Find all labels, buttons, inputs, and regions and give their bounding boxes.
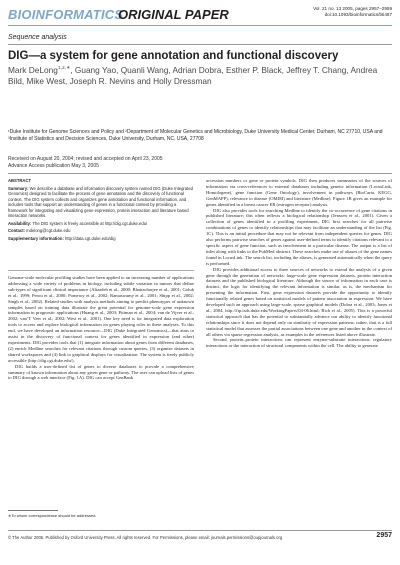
advance-access: Advance Access publication May 3, 2005 <box>8 162 99 169</box>
received-date: Received on August 20, 2004; revised and accepted on April 23, 2005 <box>8 156 163 162</box>
paper-type: ORIGINAL PAPER <box>118 7 229 22</box>
paper-title: DIG—a system for gene annotation and functional discovery <box>8 50 339 62</box>
first-author-affil: 1,2,∗ <box>57 65 71 72</box>
availability-text[interactable]: The DIG system is freely accessible at http://dig.cgt.duke.edu/ <box>32 220 148 226</box>
author-list <box>8 65 388 86</box>
footnote-rule <box>8 510 58 511</box>
contact-head: Contact: <box>8 228 25 233</box>
body-paragraph: Second, protein–protein interactions can represent enzyme-substrate interactions, regulatory interactions or the interaction of structural components within the cell. The ability to generate <box>206 337 392 349</box>
footer-rule <box>8 530 392 531</box>
abstract-block <box>8 178 194 243</box>
right-column-body <box>206 178 392 349</box>
header-rule <box>8 25 392 26</box>
contact-email[interactable]: mdelong@cgt.duke.edu <box>26 228 71 233</box>
section-label: Sequence analysis <box>8 34 67 41</box>
article-dates <box>8 156 308 169</box>
left-column-body <box>8 275 194 381</box>
affiliations: ¹Duke Institute for Genome Sciences and Policy and ²Department of Molecular Genetics and Microbiology, Duke University Medical Center, Durham, NC 27710, USA and ³Institute of Statistics and Decision Sciences, Duke University, Durham, NC, USA, 27708 <box>8 129 383 142</box>
body-paragraph: DIG also provides tools for searching Medline to identify the co-occurrence of gene citations in published literature; this often reflects a biological relationship (Jenssen et al., 2001). Given a collection of genes identified in a profiling experiment, DIG first searches for all pairwise combinations of genes to identify relationships that may facilitate an understanding of the list (Fig. 1C). This is an initial procedure that may not be relevant from independent queries for genes. DIG also performs pairwise searches of genes against user-defined terms to identify citations relevant to a specific aspect of gene function, such as involvement in a particular disease. The output is a list of titles along with links to the PubMed abstract. These searches make use of aliases of the gene names found in LocusLink. The search list, including the aliases, is generated automatically when the query is performed. <box>206 207 392 266</box>
abstract-label: ABSTRACT <box>8 178 32 183</box>
dates-rule <box>8 173 392 174</box>
supp-link[interactable]: http://data.cgt.duke.edu/dig <box>65 235 116 241</box>
journal-name: BIOINFORMATICS <box>8 7 124 22</box>
page-number: 2957 <box>376 532 392 539</box>
availability-head: Availability: <box>8 220 32 226</box>
volume-info <box>313 6 392 18</box>
other-authors: , Guang Yao, Quanli Wang, Adrian Dobra, Esther P. Black, Jeffrey T. Chang, Andrea Bild, Mike West, Joseph R. Nevins and Holly Dressman <box>8 65 378 86</box>
supp-head: Supplementary information: <box>8 235 64 241</box>
summary-head: Summary: <box>8 185 29 191</box>
footnote: ∗To whom correspondence should be addressed. <box>8 513 97 518</box>
summary-text: We describe a database and information discovery system named DIG (Duke Integrated Genomics) designed to facilitate the process of gene annotation and the discovery of functional context. The DIG system collects and organizes gene annotation and functional information, and includes tools that support an understanding of genes in a functional context by providing a framework for integrating and visualizing gene expression, protein interaction and literature based interaction networks. <box>8 185 193 218</box>
section-rule <box>8 44 392 45</box>
volume-line: Vol. 21 no. 13 2005, pages 2957–2959 <box>313 6 392 11</box>
body-paragraph: accession numbers or gene or protein symbols. DIG then produces summaries of the sources of information via cross-references to external databases including genetic information (LocusLink, Homologene), gene function (Gene Ontology), involvement in pathways (BioCarta, KEGG, GenMAPP), relevance to disease (OMIM) and literature (Medline). Figure 1B gives an example for genes identified in a breast cancer ER (estrogen receptor) analysis. <box>206 178 392 207</box>
body-paragraph: Genome-scale molecular profiling studies have been applied to an increasing number of applications addressing a wide variety of problems in biology, including subtle variation in tumors that define sub-types of significant clinical importance (Alizadeh et al., 2000; Bhattacharjee et al., 2001; Golub et al., 1999; Perou et al., 2000; Pomeroy et al., 2002; Ramaswamy et al., 2001; Shipp et al., 2002; Singh et al., 2002). Related studies with analysis methods aiming to predict phenotypes of unknown samples based on training data illustrate the great potential for genome-scale gene expression information in prognostic applications (Huang et al., 2003; Pittman et al., 2004; van de Vijver et al., 2002; van’T Veer et al., 2002; West et al., 2001). One key need is for integrated data exploration tools to access and explore biological information on genes playing roles in these analyses. To this end, we have developed an information resource—DIG (Duke Integrated Genomics)—that aims to assist in the discovery of functional context for genes identified in expression (and other) experiments. DIG provides tools that (1) integrate information about genes from different databases, (2) enrich Medline searches for relevant citations through custom queries, (3) organize datasets in shared workspaces and (4) link to graphical displays for visualization. The system is freely publicly accessible (http://dig.cgt.duke.edu/). <box>8 275 194 363</box>
abstract-rule <box>8 270 194 271</box>
copyright-notice: © The Author 2005. Published by Oxford University Press. All rights reserved. For Permissions, please email: journals.permissions@oupjournals.org <box>8 535 283 540</box>
doi-line: doi:10.1093/bioinformatics/bti467 <box>324 12 392 17</box>
body-paragraph: DIG provides additional access to three sources of networks to extend the analysis of a given gene through the generation of networks: large-scale gene expression datasets, protein interaction datasets and the published biological literature. Although the source of information in each case is distinct, the logic for identifying the relevant information is similar, as is, the mechanism for presenting the information. First, gene expression datasets provide the opportunity to identify functionally related genes based on statistical models of pattern association in expression. We have developed such an approach using large-scale, sparse graphical models (Dobra et al., 2003; Jones et al., 2004, http://ftp.isds.duke.edu/WorkingPapers/04-06.html; Rich et al., 2005). This is a powerful statistical approach that has the potential to substantially advance our ability to identify functional relationships since it does not depend only on similarity of expression patterns; rather, that is a full statistical model that assesses the partial associations between one gene and another in the context of all others via sparse regression analysis, as examples in the references listed above illustrate. <box>206 266 392 337</box>
body-paragraph: DIG builds a user-defined list of genes to diverse databases to provide a comprehensive summary of known information about any given gene or pathway. The user can upload lists of genes to DIG through a web interface (Fig. 1A). DIG can accept GenBank <box>8 363 194 381</box>
first-author: Mark DeLong <box>8 65 58 75</box>
